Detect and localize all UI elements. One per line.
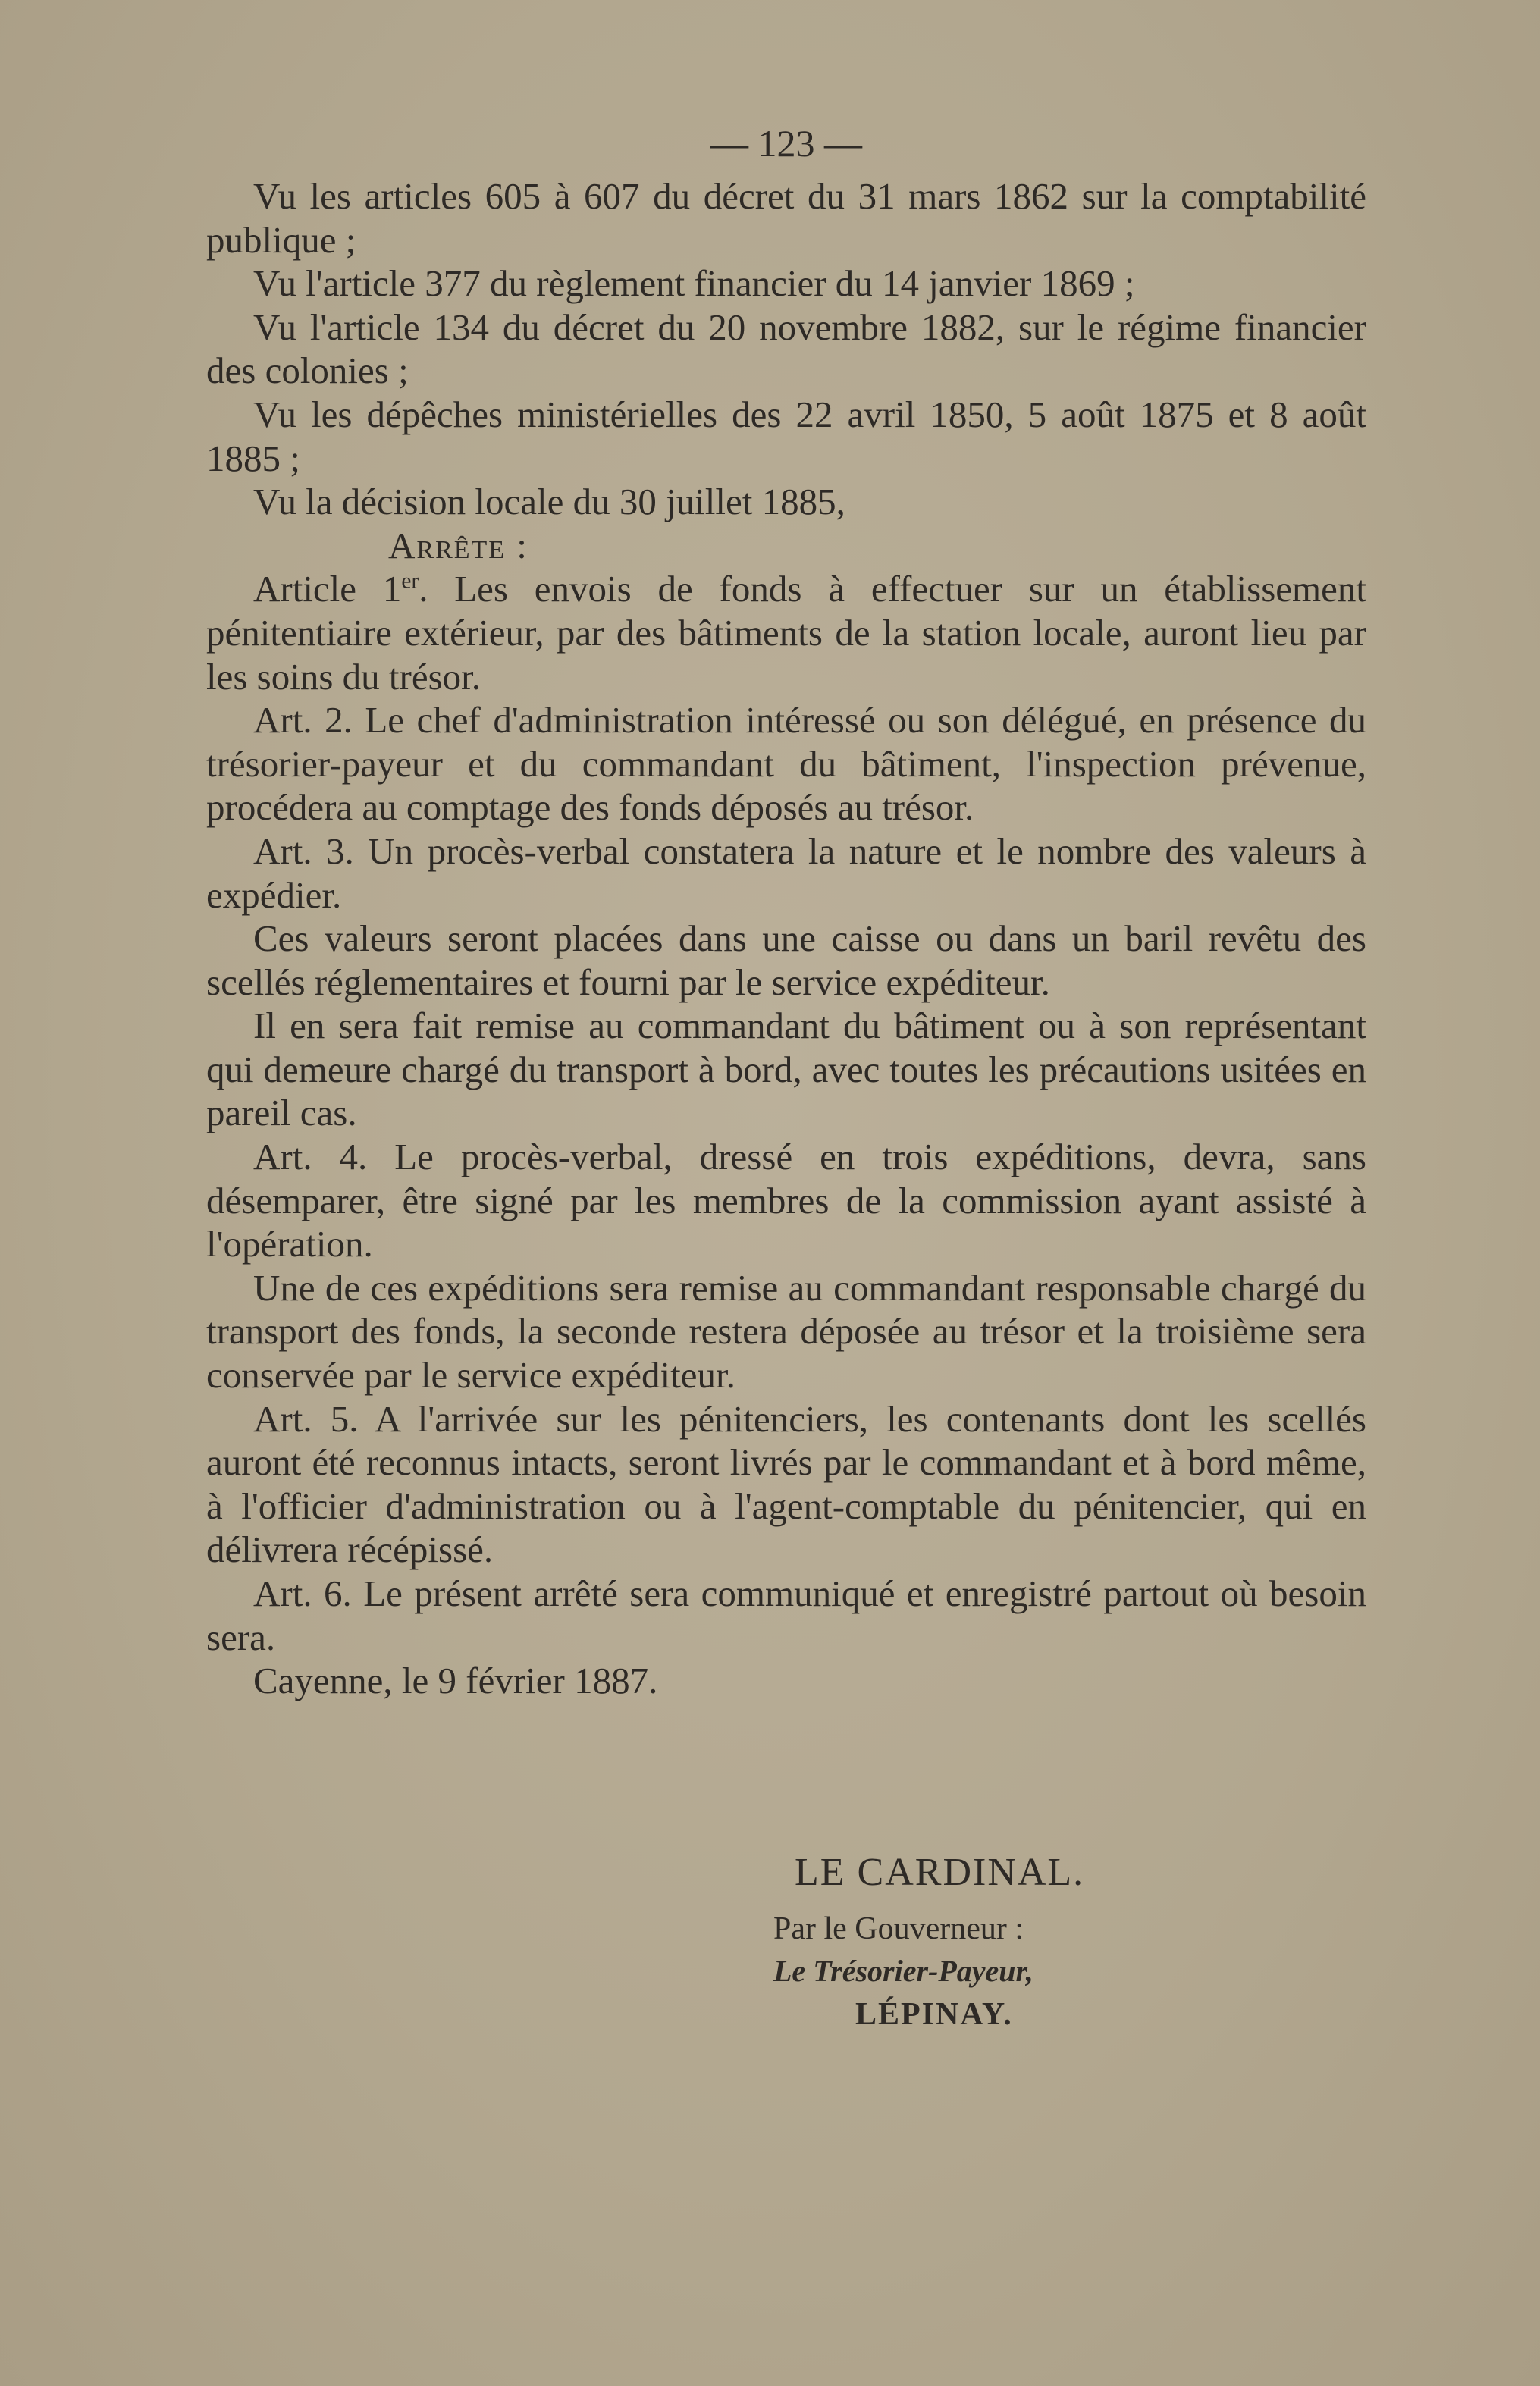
signature-by-line: Par le Gouverneur : bbox=[773, 1911, 1024, 1946]
considerant-paragraph: Vu l'article 134 du décret du 20 novembre 1882, sur le régime financier des colonies ; bbox=[206, 306, 1366, 392]
article-paragraph: Art. 6. Le présent arrêté sera communiqué et enregistré partout où besoin sera. bbox=[206, 1572, 1366, 1658]
article-paragraph: Art. 5. A l'arrivée sur les pénitenciers, les contenants dont les scellés auront été reconnus intacts, seront livrés par le commandant et à bord même, à l'officier d'administration ou à l'agent-comptable du pénitencier, qui en délivrera récépissé. bbox=[206, 1397, 1366, 1571]
article-paragraph bbox=[206, 567, 1366, 698]
decree-heading: Arrête : bbox=[388, 524, 528, 566]
considerant-paragraph: Vu l'article 377 du règlement financier du 14 janvier 1869 ; bbox=[253, 262, 1135, 305]
article-paragraph: Art. 2. Le chef d'administration intéressé ou son délégué, en présence du trésorier-payeur et du commandant du bâtiment, l'inspection prévenue, procédera au comptage des fonds déposés au trésor. bbox=[206, 699, 1366, 829]
date-line: Cayenne, le 9 février 1887. bbox=[253, 1660, 658, 1702]
signature-block bbox=[773, 1850, 1084, 2036]
article-paragraph: Art. 4. Le procès-verbal, dressé en trois expéditions, devra, sans désemparer, être signé par les membres de la commission ayant assisté à l'opération. bbox=[206, 1136, 1366, 1265]
article-paragraph: Ces valeurs seront placées dans une caisse ou dans un baril revêtu des scellés réglementaires et fourni par le service expéditeur. bbox=[206, 917, 1366, 1003]
article-1-text: . Les envois de fonds à effectuer sur un établissement pénitentiaire extérieur, par des bâtiments de la station locale, auront lieu par les soins du trésor. bbox=[206, 568, 1367, 698]
article-1-prefix: Article 1 bbox=[253, 568, 402, 610]
page-number: — 123 — bbox=[710, 122, 862, 165]
considerant-paragraph: Vu les dépêches ministérielles des 22 avril 1850, 5 août 1875 et 8 août 1885 ; bbox=[206, 393, 1366, 479]
article-paragraph: Une de ces expéditions sera remise au commandant responsable chargé du transport des fonds, la seconde restera déposée au trésor et la troisième sera conservée par le service expéditeur. bbox=[206, 1266, 1366, 1397]
document-body bbox=[206, 121, 1366, 1703]
considerant-paragraph: Vu la décision locale du 30 juillet 1885, bbox=[253, 481, 845, 523]
signatory-signer: LÉPINAY. bbox=[855, 1997, 1013, 2032]
article-paragraph: Art. 3. Un procès-verbal constatera la nature et le nombre des valeurs à expédier. bbox=[206, 829, 1366, 916]
article-1-superscript: er bbox=[401, 569, 419, 594]
signatory-name: LE CARDINAL. bbox=[795, 1851, 1085, 1894]
signatory-title: Le Trésorier-Payeur, bbox=[773, 1954, 1033, 1988]
considerant-paragraph: Vu les articles 605 à 607 du décret du 31 mars 1862 sur la comptabilité publique ; bbox=[206, 175, 1366, 261]
article-paragraph: Il en sera fait remise au commandant du bâtiment ou à son représentant qui demeure chargé du transport à bord, avec toutes les précautions usitées en pareil cas. bbox=[206, 1005, 1366, 1134]
